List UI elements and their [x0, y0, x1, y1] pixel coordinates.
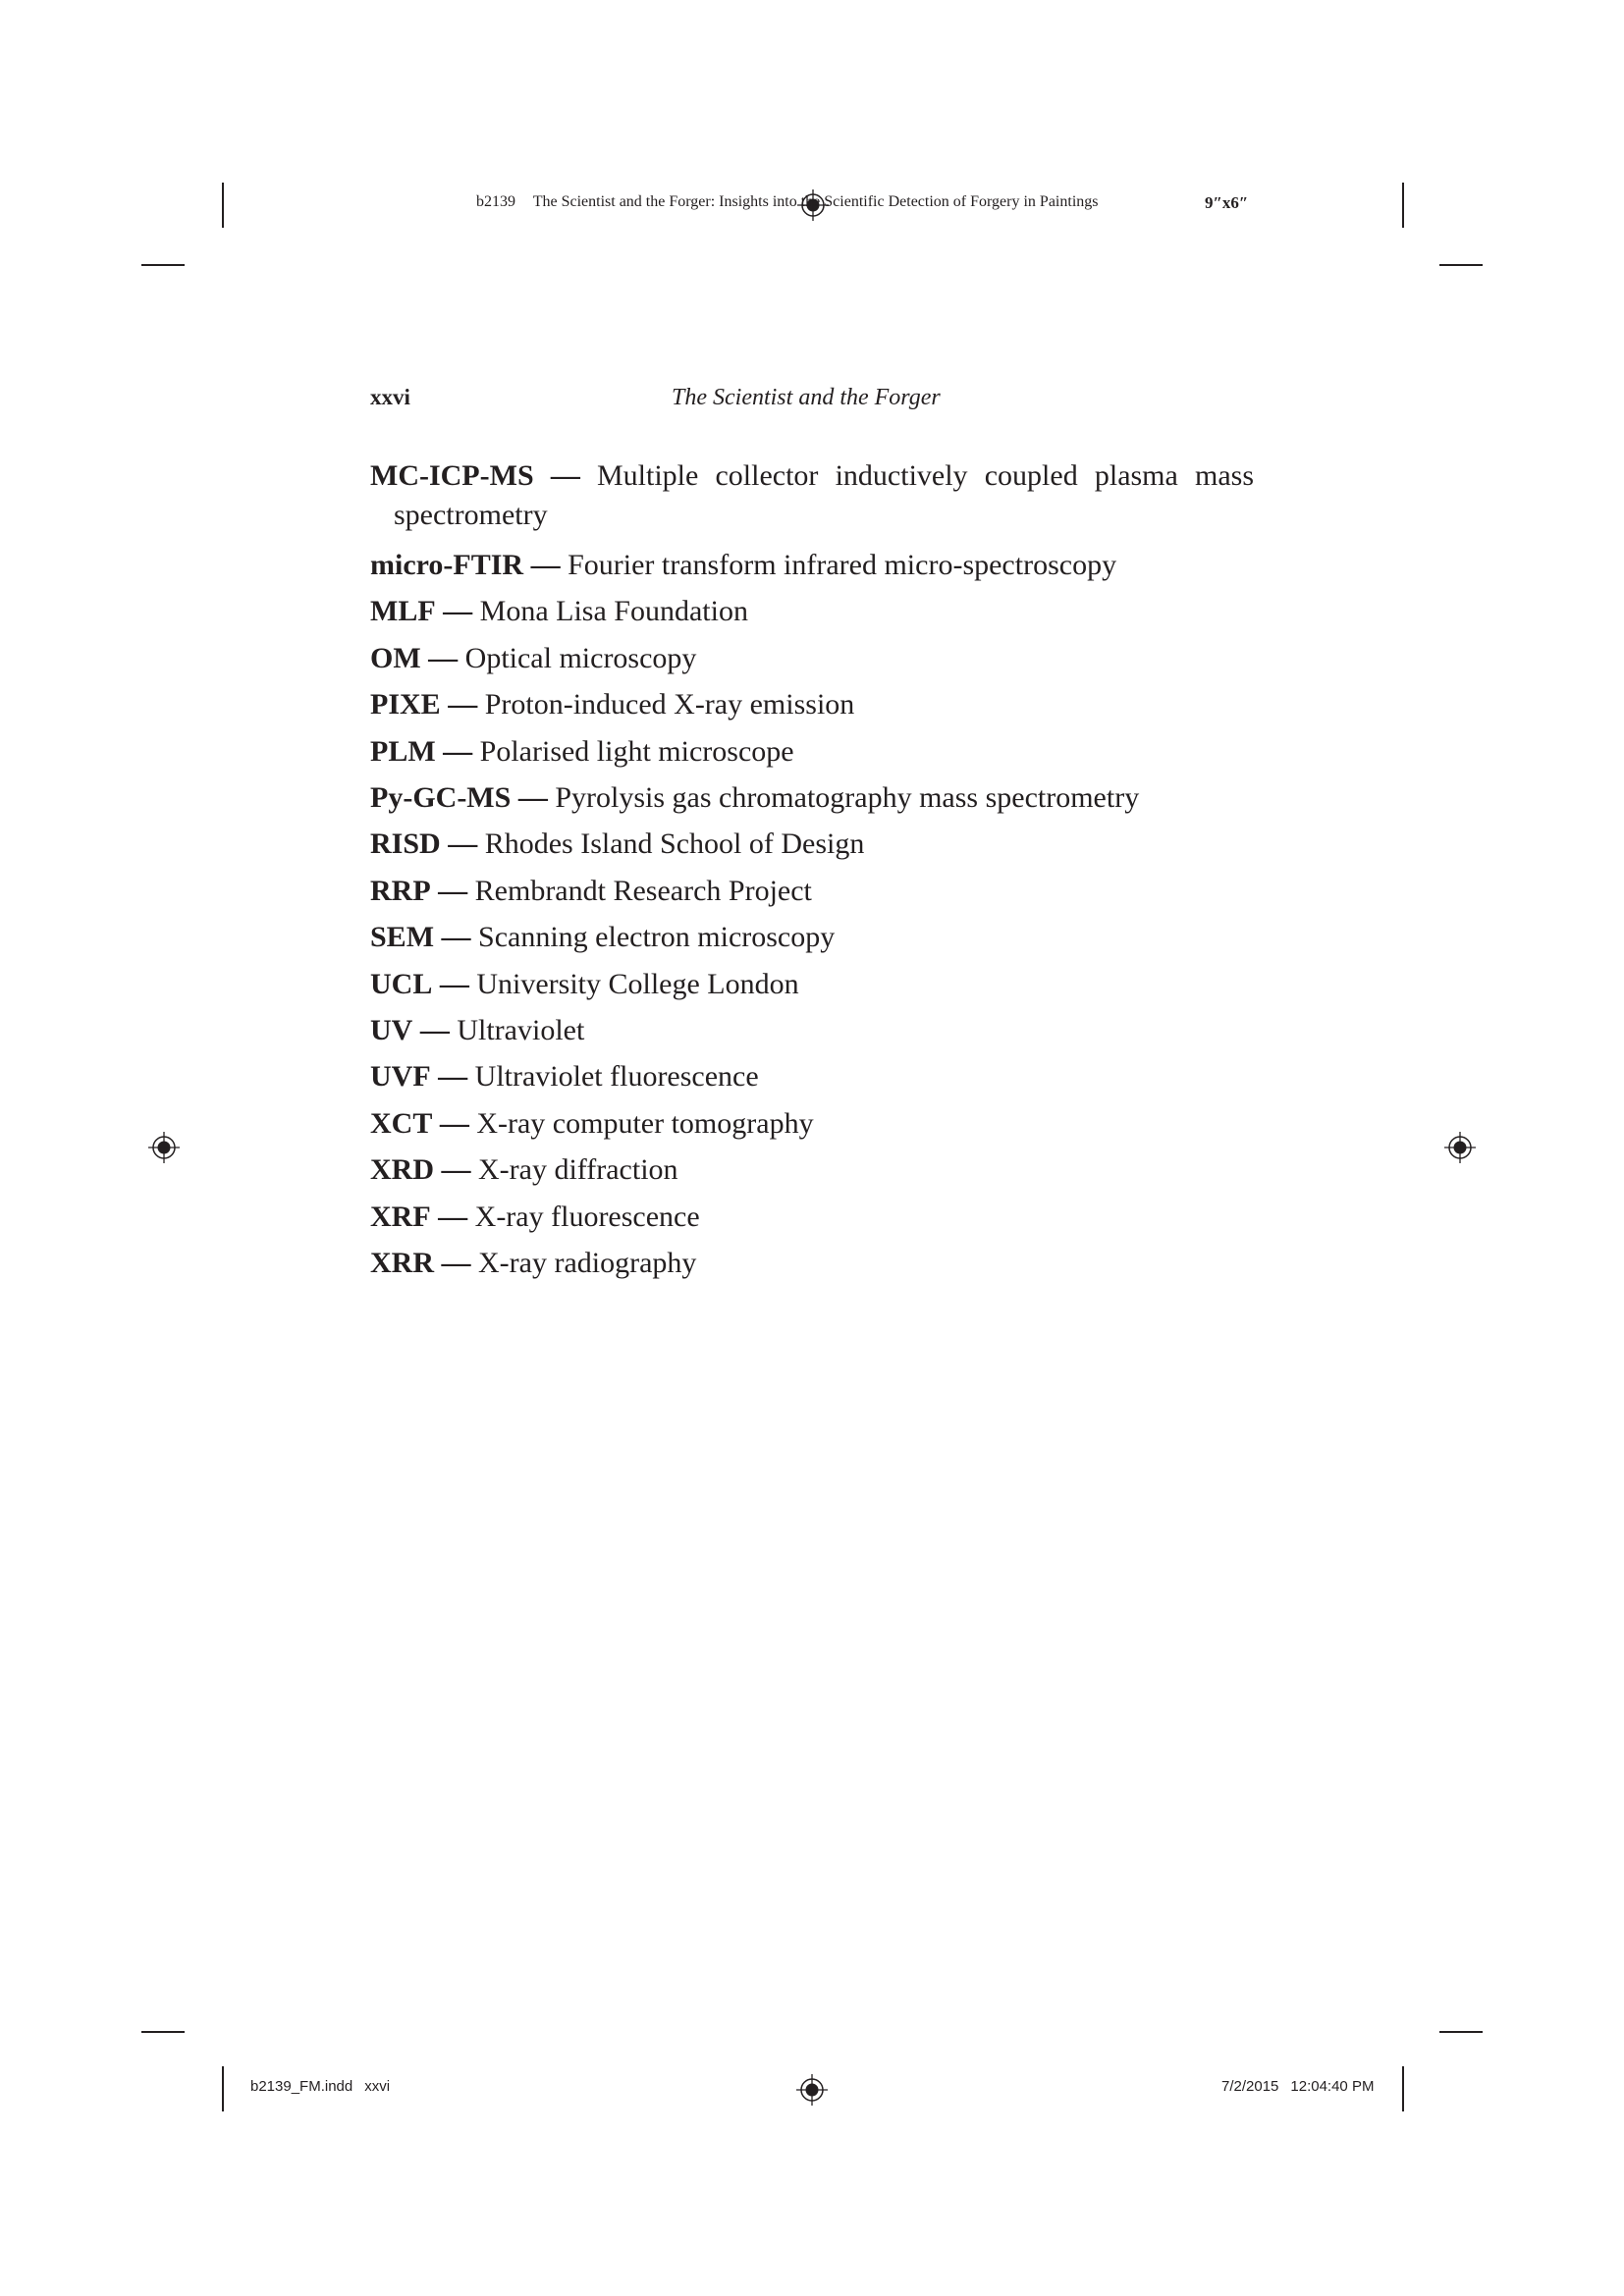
crop-mark: [222, 2066, 224, 2111]
em-dash: —: [530, 549, 561, 581]
abbreviation-definition: Rhodes Island School of Design: [484, 828, 865, 861]
abbreviation-definition: Proton-induced X-ray emission: [484, 688, 855, 721]
abbreviation-term: UV: [370, 1014, 413, 1047]
abbreviation-definition: Optical microscopy: [464, 641, 697, 674]
abbreviation-definition: X-ray diffraction: [478, 1153, 678, 1187]
slug-trim-size: 9″x6″: [1205, 193, 1249, 212]
crop-mark: [1402, 2066, 1404, 2111]
abbreviation-definition: Scanning electron microscopy: [478, 921, 836, 954]
em-dash: —: [439, 1106, 469, 1140]
abbreviation-term: Py-GC-MS: [370, 781, 512, 815]
slug-bottom-timestamp: [1221, 2078, 1374, 2095]
abbreviation-definition: Ultraviolet: [457, 1014, 585, 1047]
crop-mark: [222, 183, 224, 228]
em-dash: —: [448, 828, 478, 861]
abbreviation-definition: Pyrolysis gas chromatography mass spectrometry: [555, 781, 1140, 815]
abbreviation-definition: Mona Lisa Foundation: [479, 595, 748, 628]
list-item: [370, 914, 1254, 960]
running-head-title: The Scientist and the Forger: [672, 385, 941, 410]
list-item: [370, 868, 1254, 914]
abbreviation-definition: Ultraviolet fluorescence: [474, 1060, 759, 1094]
list-item: [370, 728, 1254, 774]
abbreviation-term: PLM: [370, 734, 436, 768]
abbreviation-term: OM: [370, 641, 421, 674]
em-dash: —: [438, 874, 468, 907]
abbreviation-term: XCT: [370, 1106, 433, 1140]
registration-mark-icon: [1443, 1131, 1477, 1164]
slug-date: 7/2/2015: [1221, 2078, 1279, 2095]
slug-top: [476, 193, 1249, 212]
list-item: [370, 774, 1254, 821]
list-item: [370, 456, 1254, 542]
em-dash: —: [443, 734, 473, 768]
list-item: [370, 1007, 1254, 1053]
list-item: [370, 542, 1254, 588]
abbreviation-term: SEM: [370, 921, 435, 954]
em-dash: —: [428, 641, 459, 674]
running-head: [370, 385, 1254, 418]
list-item: [370, 821, 1254, 867]
em-dash: —: [441, 1153, 471, 1187]
abbreviation-term: MLF: [370, 595, 436, 628]
list-item: [370, 1053, 1254, 1099]
list-item: [370, 635, 1254, 681]
list-item: [370, 961, 1254, 1007]
em-dash: —: [448, 688, 478, 721]
crop-mark: [141, 2031, 185, 2033]
list-item: [370, 1147, 1254, 1193]
list-item: [370, 681, 1254, 727]
list-item: [370, 1240, 1254, 1286]
em-dash: —: [438, 1060, 468, 1094]
abbreviation-definition: University College London: [476, 967, 799, 1000]
em-dash: —: [550, 459, 580, 492]
abbreviation-term: MC-ICP-MS: [370, 459, 534, 492]
abbreviation-term: micro-FTIR: [370, 549, 524, 581]
slug-page-number: xxvi: [364, 2078, 391, 2095]
em-dash: —: [443, 595, 473, 628]
slug-file-name: b2139_FM.indd: [250, 2078, 353, 2095]
crop-mark: [141, 264, 185, 266]
crop-mark: [1402, 183, 1404, 228]
abbreviation-definition: X-ray computer tomography: [476, 1106, 814, 1140]
list-item: [370, 588, 1254, 634]
abbreviation-term: XRD: [370, 1153, 434, 1187]
abbreviation-term: UVF: [370, 1060, 431, 1094]
abbreviation-definition: Fourier transform infrared micro-spectroscopy: [568, 549, 1117, 581]
abbreviation-definition: Polarised light microscope: [479, 734, 794, 768]
abbreviation-definition: X-ray fluorescence: [474, 1200, 700, 1233]
abbreviation-term: XRR: [370, 1247, 434, 1280]
crop-mark: [1439, 264, 1483, 266]
abbreviation-term: RRP: [370, 874, 431, 907]
abbreviation-term: PIXE: [370, 688, 441, 721]
em-dash: —: [441, 1247, 471, 1280]
slug-job-number: b2139: [476, 193, 515, 210]
slug-book-title: The Scientist and the Forger: Insights into the Scientific Detection of Forgery in Paintings: [532, 193, 1099, 210]
abbreviation-definition: Multiple collector inductively coupled plasma mass spectrometry: [394, 459, 1255, 531]
em-dash: —: [441, 921, 471, 954]
crop-mark: [1439, 2031, 1483, 2033]
abbreviation-definition: X-ray radiography: [478, 1247, 697, 1280]
em-dash: —: [517, 781, 548, 815]
registration-mark-icon: [147, 1131, 181, 1164]
em-dash: —: [419, 1014, 450, 1047]
slug-time: 12:04:40 PM: [1290, 2078, 1375, 2095]
slug-bottom-file: [250, 2078, 390, 2095]
em-dash: —: [438, 1200, 468, 1233]
abbreviation-definition: Rembrandt Research Project: [474, 874, 812, 907]
abbreviation-term: RISD: [370, 828, 441, 861]
list-item: [370, 1194, 1254, 1240]
page-number: xxvi: [370, 385, 410, 409]
abbreviation-term: XRF: [370, 1200, 431, 1233]
registration-mark-icon: [795, 2073, 829, 2107]
list-item: [370, 1100, 1254, 1147]
em-dash: —: [439, 967, 469, 1000]
abbreviation-term: UCL: [370, 967, 433, 1000]
abbreviation-list: [370, 456, 1254, 1287]
